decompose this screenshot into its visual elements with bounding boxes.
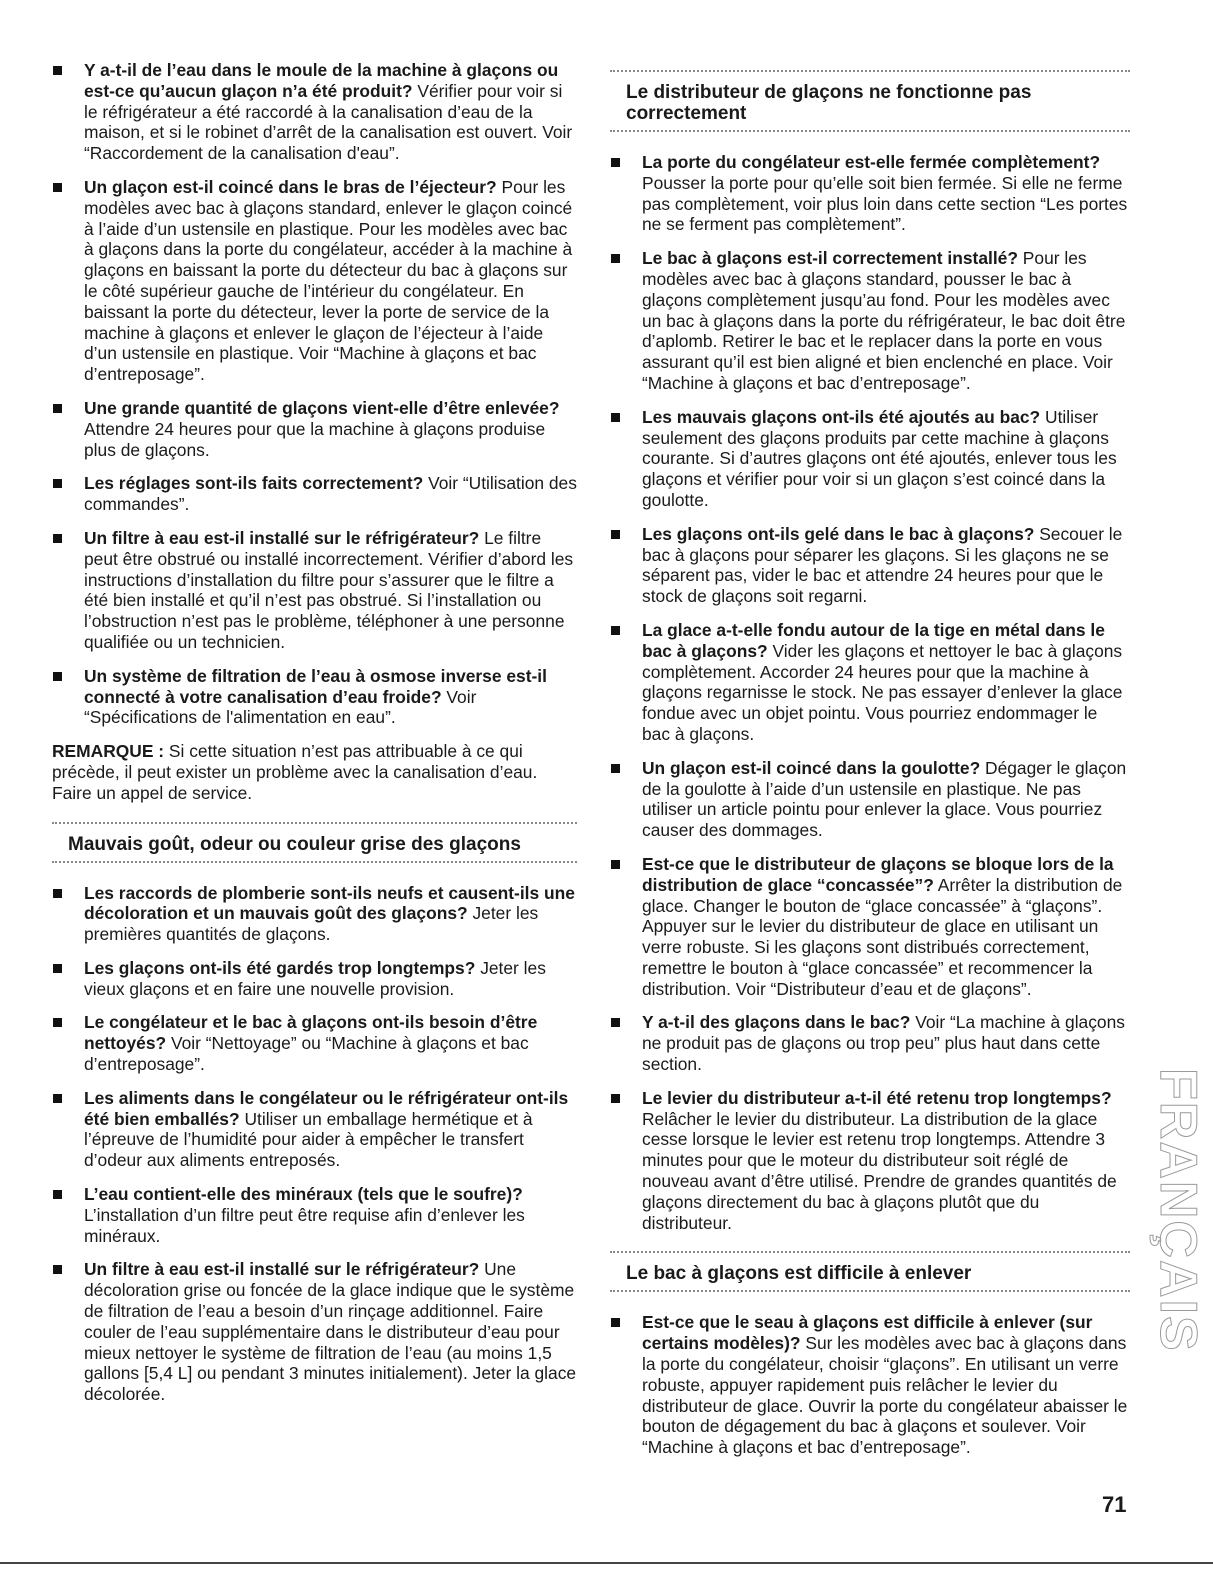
item-answer: Arrêter la distribution de glace. Changer le bouton de “glace concassée” à “glaçons”. Appuyer sur le levier du distributeur de glace en utilisant un verre robuste. Si les glaçons sont distribués correctement, remettre le bouton à “glace concassée” et recommencer la distribution. Voir “Distributeur d’eau et de glaçons”. bbox=[642, 874, 1123, 999]
bullet-icon bbox=[53, 672, 62, 681]
troubleshoot-item bbox=[610, 407, 1130, 511]
item-question: Est-ce que le distributeur de glaçons se bloque lors de la distribution de glace “concassée”? bbox=[642, 853, 1114, 895]
dotted-divider bbox=[610, 70, 1130, 72]
bullet-icon bbox=[611, 626, 620, 635]
section-title: Le distributeur de glaçons ne fonctionne pas correctement bbox=[626, 82, 1032, 124]
bullet-icon bbox=[53, 1094, 62, 1103]
bullet-icon bbox=[53, 889, 62, 898]
right-items-dispenser bbox=[610, 152, 1130, 1233]
section-title: Mauvais goût, odeur ou couleur grise des glaçons bbox=[68, 833, 521, 855]
item-question: Une grande quantité de glaçons vient-elle d’être enlevée? bbox=[84, 397, 560, 418]
bullet-icon bbox=[611, 413, 620, 422]
item-answer: Voir “Nettoyage” ou “Machine à glaçons et bac d’entreposage”. bbox=[84, 1033, 529, 1075]
bottom-rule bbox=[0, 1562, 1213, 1564]
section-header-taste bbox=[52, 822, 577, 863]
item-question: Le levier du distributeur a-t-il été retenu trop longtemps? bbox=[642, 1087, 1112, 1108]
note-text: Si cette situation n’est pas attribuable à ce qui précède, il peut exister un problème avec la canalisation d’eau. Faire un appel de service. bbox=[52, 741, 538, 803]
troubleshoot-item bbox=[610, 152, 1130, 235]
item-answer: Le filtre peut être obstrué ou installé incorrectement. Vérifier d’abord les instructions d’installation du filtre pour s’assurer que le filtre a été bien installé et qu’il n’est pas obstrué. Si l’installation ou l’obstruction n’est pas le problème, téléphoner à une personne qualifiée ou un technicien. bbox=[84, 527, 574, 652]
troubleshoot-item bbox=[52, 883, 577, 945]
right-column bbox=[610, 60, 1130, 1471]
bullet-icon bbox=[53, 183, 62, 192]
item-question: Un filtre à eau est-il installé sur le réfrigérateur? bbox=[84, 527, 480, 548]
item-answer: Secouer le bac à glaçons pour séparer les glaçons. Si les glaçons ne se séparent pas, vider le bac et attendre 24 heures pour que le stock de glaçons soit regarni. bbox=[642, 523, 1123, 607]
left-items-top bbox=[52, 60, 577, 728]
language-side-tab bbox=[1150, 1050, 1206, 1370]
item-question: Le congélateur et le bac à glaçons ont-ils besoin d’être nettoyés? bbox=[84, 1012, 538, 1054]
item-question: Les réglages sont-ils faits correctement? bbox=[84, 473, 424, 494]
troubleshoot-item bbox=[52, 1259, 577, 1405]
item-question: Est-ce que le seau à glaçons est difficile à enlever (sur certains modèles)? bbox=[642, 1312, 1093, 1354]
bullet-icon bbox=[611, 764, 620, 773]
left-column bbox=[52, 60, 577, 1418]
bullet-icon bbox=[53, 1018, 62, 1027]
item-question: La porte du congélateur est-elle fermée complètement? bbox=[642, 152, 1101, 172]
bullet-icon bbox=[53, 66, 62, 75]
note-label: REMARQUE : bbox=[52, 741, 165, 762]
troubleshoot-item bbox=[52, 528, 577, 653]
item-answer: Sur les modèles avec bac à glaçons dans la porte du congélateur, choisir “glaçons”. En utilisant un verre robuste, appuyer rapidement puis relâcher le levier du distributeur de glace. Ouvrir la porte du congélateur abaisser le bouton de dégagement du bac à glaçons et soulever. Voir “Machine à glaçons et bac d’entreposage”. bbox=[642, 1333, 1128, 1458]
bullet-icon bbox=[611, 1094, 620, 1103]
item-question: Les aliments dans le congélateur ou le réfrigérateur ont-ils été bien emballés? bbox=[84, 1087, 569, 1129]
section-header-bin bbox=[610, 1251, 1130, 1292]
item-answer: L’installation d’un filtre peut être requise afin d’enlever les minéraux. bbox=[84, 1204, 525, 1246]
troubleshoot-item bbox=[52, 60, 577, 164]
item-answer: Dégager le glaçon de la goulotte à l’aide d’un ustensile en plastique. Ne pas utiliser un article pointu pour enlever la glace. Vous pourriez causer des dommages. bbox=[642, 757, 1127, 841]
troubleshoot-item bbox=[52, 958, 577, 1000]
troubleshoot-item bbox=[610, 620, 1130, 745]
item-question: Un système de filtration de l’eau à osmose inverse est-il connecté à votre canalisation d’eau froide? bbox=[84, 665, 547, 707]
item-answer: Utiliser seulement des glaçons produits par cette machine à glaçons courante. Si d’autres glaçons ont été ajoutés, enlever tous les glaçons et vérifier pour voir si un glaçon s’est coincé dans la goulotte. bbox=[642, 406, 1117, 510]
troubleshoot-item bbox=[52, 1088, 577, 1171]
item-answer: Voir “Spécifications de l'alimentation en eau”. bbox=[84, 686, 477, 728]
bullet-icon bbox=[611, 1018, 620, 1027]
item-question: Les glaçons ont-ils gelé dans le bac à glaçons? bbox=[642, 523, 1035, 544]
bullet-icon bbox=[53, 964, 62, 973]
item-question: Un filtre à eau est-il installé sur le réfrigérateur? bbox=[84, 1259, 480, 1280]
troubleshoot-item bbox=[52, 1012, 577, 1074]
item-answer: Pousser la porte pour qu’elle soit bien fermée. Si elle ne ferme pas complètement, voir plus loin dans cette section “Les portes ne se ferment pas complètement”. bbox=[642, 172, 1128, 235]
troubleshoot-item bbox=[52, 398, 577, 460]
dotted-divider bbox=[610, 130, 1130, 132]
item-answer: Voir “Utilisation des commandes”. bbox=[84, 473, 577, 515]
bullet-icon bbox=[53, 1265, 62, 1274]
item-answer: Une décoloration grise ou foncée de la glace indique que le système de filtration de l’eau a besoin d’un rinçage additionnel. Faire couler de l’eau supplémentaire dans le distributeur d’eau pour mieux nettoyer le système de filtration de l’eau (au moins 1,5 gallons [5,4 L] ou pendant 3 minutes initialement). Jeter la glace décolorée. bbox=[84, 1259, 577, 1405]
bullet-icon bbox=[53, 1190, 62, 1199]
item-answer: Jeter les premières quantités de glaçons. bbox=[84, 903, 539, 945]
item-question: Y a-t-il des glaçons dans le bac? bbox=[642, 1012, 911, 1033]
item-answer: Utiliser un emballage hermétique et à l’épreuve de l’humidité pour aider à empêcher le transfert d’odeur aux aliments entreposés. bbox=[84, 1108, 533, 1171]
dotted-divider bbox=[610, 1251, 1130, 1253]
troubleshoot-item bbox=[610, 1012, 1130, 1074]
section-title: Le bac à glaçons est difficile à enlever bbox=[626, 1263, 972, 1285]
troubleshoot-item bbox=[610, 1088, 1130, 1234]
item-question: Les glaçons ont-ils été gardés trop longtemps? bbox=[84, 957, 476, 978]
bullet-icon bbox=[611, 860, 620, 869]
bullet-icon bbox=[611, 254, 620, 263]
item-question: La glace a-t-elle fondu autour de la tige en métal dans le bac à glaçons? bbox=[642, 619, 1105, 661]
bullet-icon bbox=[53, 404, 62, 413]
troubleshoot-item bbox=[610, 1312, 1130, 1458]
item-question: Le bac à glaçons est-il correctement installé? bbox=[642, 248, 1018, 269]
page-number: 71 bbox=[1102, 1492, 1127, 1517]
dotted-divider bbox=[52, 822, 577, 824]
item-answer: Pour les modèles avec bac à glaçons standard, pousser le bac à glaçons complètement jusqu’au fond. Pour les modèles avec un bac à glaçons dans la porte du réfrigérateur, le bac doit être d’aplomb. Retirer le bac et le replacer dans la porte en vous assurant qu’il est bien aligné et bien enclenché en place. Voir “Machine à glaçons et bac d’entreposage”. bbox=[642, 248, 1126, 393]
item-question: L’eau contient-elle des minéraux (tels que le soufre)? bbox=[84, 1184, 523, 1205]
side-tab-label: FRANÇAIS bbox=[1149, 1067, 1207, 1353]
dotted-divider bbox=[610, 1290, 1130, 1292]
section-header-dispenser bbox=[610, 70, 1130, 132]
bullet-icon bbox=[611, 158, 620, 167]
item-question: Un glaçon est-il coincé dans le bras de l’éjecteur? bbox=[84, 176, 497, 197]
bullet-icon bbox=[611, 530, 620, 539]
item-answer: Relâcher le levier du distributeur. La distribution de la glace cesse lorsque le levier est retenu trop longtemps. Attendre 3 minutes pour que le moteur du distributeur soit réglé de nouveau avant d’être utilisé. Prendre de grandes quantités de glaçons directement du bac à glaçons plutôt que du distributeur. bbox=[642, 1108, 1117, 1233]
troubleshoot-item bbox=[52, 1184, 577, 1246]
item-question: Les raccords de plomberie sont-ils neufs et causent-ils une décoloration et un mauvais goût des glaçons? bbox=[84, 882, 575, 924]
item-answer: Vérifier pour voir si le réfrigérateur a été raccordé à la canalisation d’eau de la maison, et si le robinet d’arrêt de la canalisation est ouvert. Voir “Raccordement de la canalisation d'eau”. bbox=[84, 80, 573, 164]
item-question: Les mauvais glaçons ont-ils été ajoutés au bac? bbox=[642, 406, 1041, 427]
item-question: Un glaçon est-il coincé dans la goulotte? bbox=[642, 757, 981, 778]
troubleshoot-item bbox=[52, 666, 577, 728]
right-items-bin bbox=[610, 1312, 1130, 1458]
note-paragraph bbox=[52, 741, 577, 803]
item-answer: Attendre 24 heures pour que la machine à glaçons produise plus de glaçons. bbox=[84, 418, 546, 460]
bullet-icon bbox=[53, 479, 62, 488]
troubleshoot-item bbox=[52, 177, 577, 385]
bullet-icon bbox=[53, 534, 62, 543]
item-answer: Vider les glaçons et nettoyer le bac à glaçons complètement. Accorder 24 heures pour que la machine à glaçons regarnisse le stock. Ne pas essayer d’enlever la glace fondue avec un objet pointu. Vous pourriez endommager le bac à glaçons. bbox=[642, 640, 1123, 744]
troubleshoot-item bbox=[610, 854, 1130, 1000]
troubleshoot-item bbox=[610, 758, 1130, 841]
troubleshoot-item bbox=[610, 524, 1130, 607]
troubleshoot-item bbox=[52, 473, 577, 515]
item-answer: Pour les modèles avec bac à glaçons standard, enlever le glaçon coincé à l’aide d’un ustensile en plastique. Pour les modèles avec bac à glaçons dans la porte du congélateur, accéder à la machine à glaçons en baissant la porte du détecteur du bac à glaçons sur le côté supérieur gauche de l’intérieur du congélateur. En baissant la porte du détecteur, lever la porte de service de la machine à glaçons et enlever le glaçon de l’éjecteur à l’aide d’un ustensile en plastique. Voir “Machine à glaçons et bac d’entreposage”. bbox=[84, 176, 573, 385]
item-answer: Voir “La machine à glaçons ne produit pas de glaçons ou trop peu” plus haut dans cette section. bbox=[642, 1012, 1125, 1075]
left-items-bottom bbox=[52, 883, 577, 1406]
troubleshoot-item bbox=[610, 248, 1130, 394]
dotted-divider bbox=[52, 861, 577, 863]
bullet-icon bbox=[611, 1318, 620, 1327]
item-question: Y a-t-il de l’eau dans le moule de la machine à glaçons ou est-ce qu’aucun glaçon n’a été produit? bbox=[84, 60, 559, 101]
item-answer: Jeter les vieux glaçons et en faire une nouvelle provision. bbox=[84, 957, 546, 999]
